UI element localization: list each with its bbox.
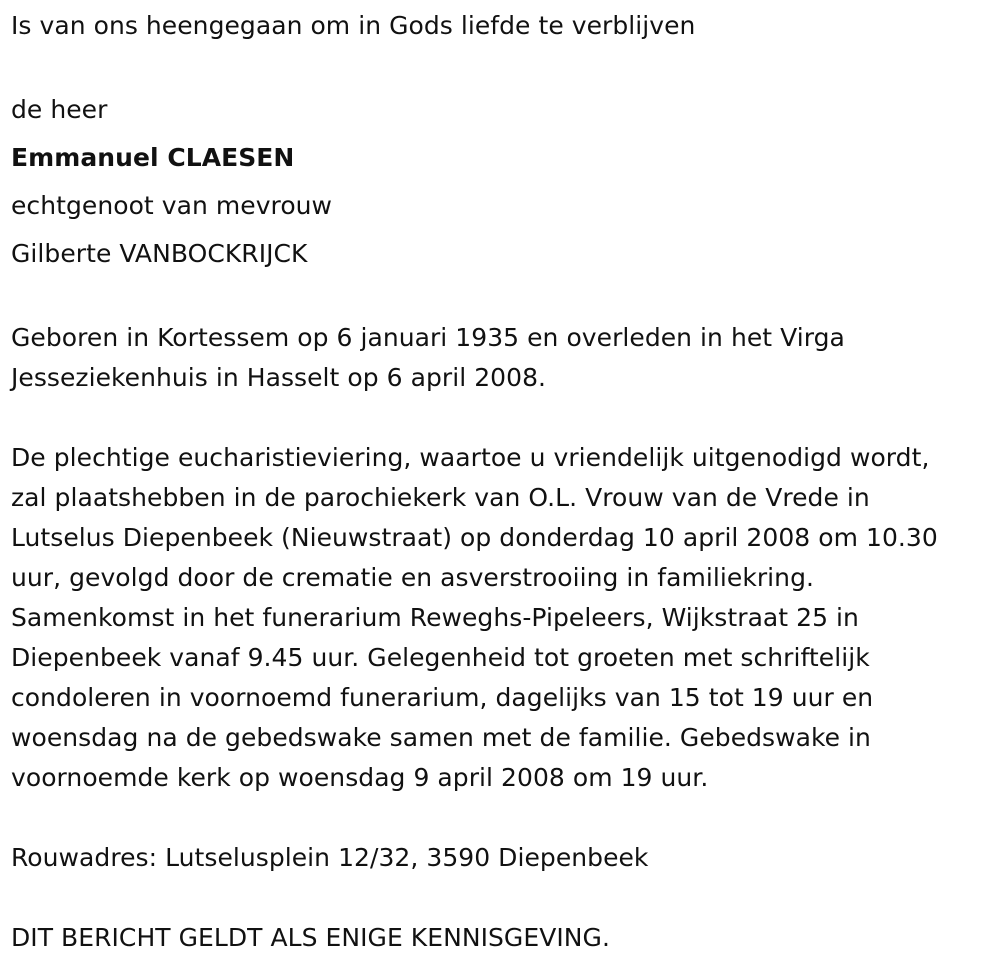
paragraph-line: Lutselus Diepenbeek (Nieuwstraat) op donderdag 10 april 2008 om 10.30 xyxy=(11,523,938,552)
spacer xyxy=(11,878,996,918)
paragraph-line: Diepenbeek vanaf 9.45 uur. Gelegenheid tot groeten met schriftelijk xyxy=(11,643,870,672)
spacer xyxy=(11,398,996,438)
spouse-name: Gilberte VANBOCKRIJCK xyxy=(11,239,308,268)
deceased-name: Emmanuel CLAESEN xyxy=(11,143,295,172)
paragraph-line: zal plaatshebben in de parochiekerk van O.L. Vrouw van de Vrede in xyxy=(11,483,870,512)
birth-death-paragraph xyxy=(11,318,996,398)
paragraph-line: voornoemde kerk op woensdag 9 april 2008 om 19 uur. xyxy=(11,763,709,792)
mourning-address: Rouwadres: Lutselusplein 12/32, 3590 Diepenbeek xyxy=(11,843,649,872)
paragraph-line: De plechtige eucharistieviering, waartoe u vriendelijk uitgenodigd wordt, xyxy=(11,443,930,472)
paragraph-line: woensdag na de gebedswake samen met de familie. Gebedswake in xyxy=(11,723,871,752)
person-title: de heer xyxy=(11,95,108,124)
spacer xyxy=(11,46,996,86)
spacer xyxy=(11,798,996,838)
notice-statement: DIT BERICHT GELDT ALS ENIGE KENNISGEVING. xyxy=(11,923,610,952)
paragraph-line: Samenkomst in het funerarium Reweghs-Pipeleers, Wijkstraat 25 in xyxy=(11,603,859,632)
relation-line: echtgenoot van mevrouw xyxy=(11,191,333,220)
spacer xyxy=(11,278,996,318)
paragraph-line: Geboren in Kortessem op 6 januari 1935 en overleden in het Virga xyxy=(11,323,845,352)
paragraph-line: condoleren in voornoemd funerarium, dagelijks van 15 tot 19 uur en xyxy=(11,683,874,712)
ceremony-paragraph xyxy=(11,438,996,798)
paragraph-line: Jesseziekenhuis in Hasselt op 6 april 2008. xyxy=(11,363,547,392)
obituary-notice xyxy=(11,6,996,958)
paragraph-line: uur, gevolgd door de crematie en asverstrooiing in familiekring. xyxy=(11,563,814,592)
intro-line: Is van ons heengegaan om in Gods liefde te verblijven xyxy=(11,11,696,40)
